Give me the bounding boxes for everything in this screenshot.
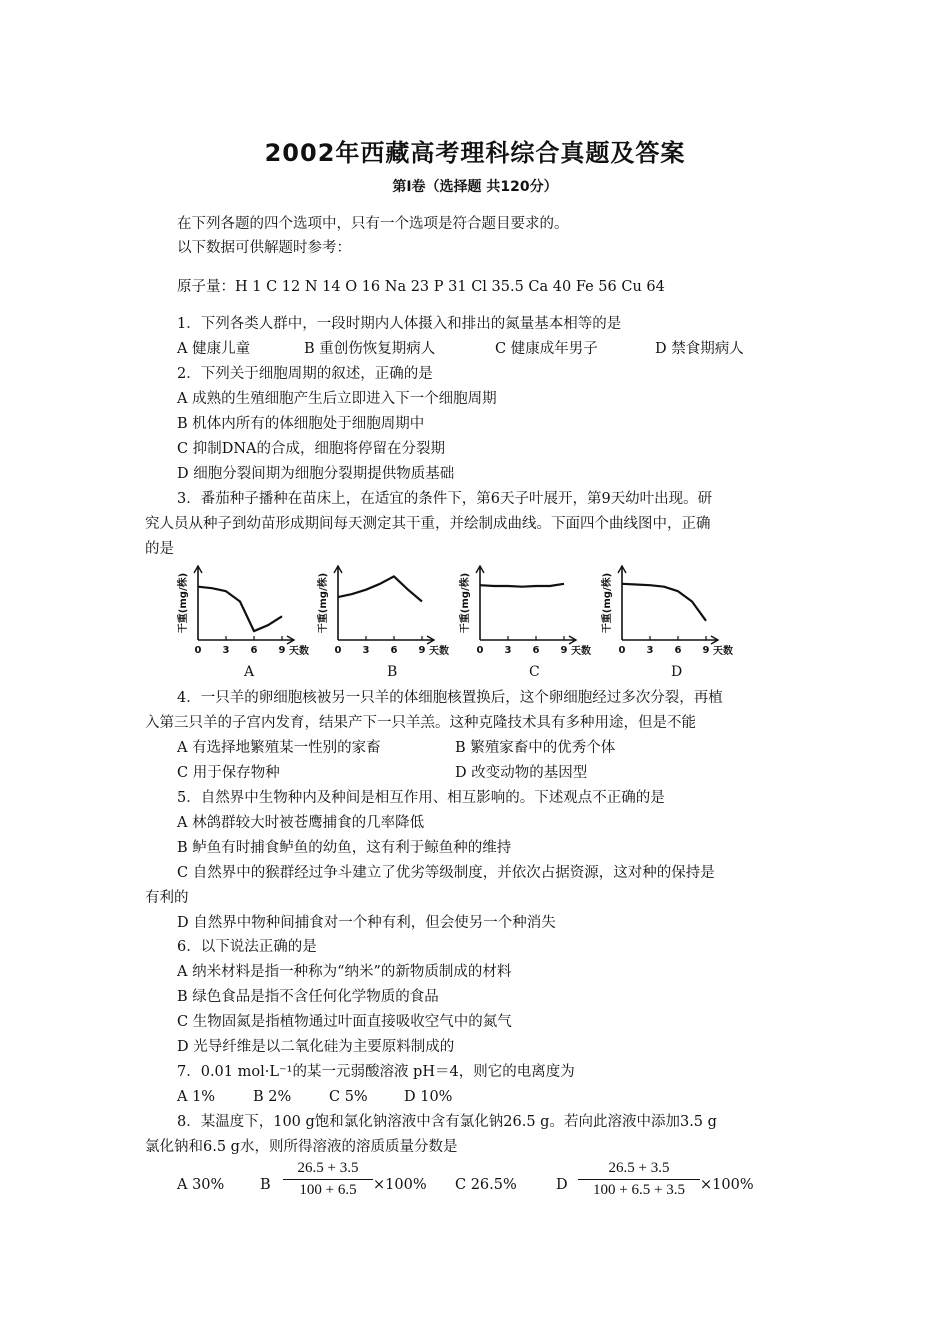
q2-stem: 2．下列关于细胞周期的叙述，正确的是 bbox=[177, 366, 433, 382]
x-tick-label: 6 bbox=[250, 645, 258, 656]
graph-caption-a: A bbox=[244, 664, 255, 680]
q5-option-a: A 林鸽群较大时被苍鹰捕食的几率降低 bbox=[177, 815, 425, 831]
x-tick-label: 9 bbox=[418, 645, 426, 656]
q3-stem-line-2: 究人员从种子到幼苗形成期间每天测定其干重，并绘制成曲线。下面四个曲线图中，正确 bbox=[145, 516, 711, 532]
q3-stem-line-3: 的是 bbox=[145, 541, 174, 557]
graph-b bbox=[316, 566, 449, 657]
q1-option-d: D 禁食期病人 bbox=[655, 341, 744, 357]
graph-d bbox=[600, 566, 733, 657]
q2-option-c: C 抑制DNA的合成，细胞将停留在分裂期 bbox=[177, 441, 445, 457]
q8-option-b-tail: ×100% bbox=[373, 1177, 427, 1193]
x-tick-label: 0 bbox=[476, 645, 484, 656]
y-axis-label: 干重(mg/株) bbox=[178, 572, 189, 634]
q7-option-c: C 5% bbox=[329, 1089, 368, 1105]
q5-option-b: B 鲈鱼有时捕食鲈鱼的幼鱼，这有利于鲸鱼种的维持 bbox=[177, 840, 512, 856]
dry-weight-curve bbox=[198, 587, 282, 631]
section-subtitle: 第I卷（选择题 共120分） bbox=[392, 179, 558, 195]
dry-weight-curve bbox=[338, 576, 422, 601]
q8-option-b-denominator: 100 + 6.5 bbox=[283, 1179, 373, 1199]
q4-option-d: D 改变动物的基因型 bbox=[455, 765, 588, 781]
x-axis-label: 天数 bbox=[713, 646, 733, 657]
x-tick-label: 0 bbox=[194, 645, 202, 656]
graph-caption-d: D bbox=[671, 664, 683, 680]
q8-option-c: C 26.5% bbox=[455, 1177, 517, 1193]
q2-option-d: D 细胞分裂间期为细胞分裂期提供物质基础 bbox=[177, 466, 455, 482]
q3-graphs bbox=[170, 560, 770, 670]
x-tick-label: 0 bbox=[618, 645, 626, 656]
x-axis-label: 天数 bbox=[429, 646, 449, 657]
q8-option-b-numerator: 26.5 + 3.5 bbox=[297, 1160, 359, 1176]
x-tick-label: 3 bbox=[504, 645, 512, 656]
q3-stem-line-1: 3．番茄种子播种在苗床上，在适宜的条件下，第6天子叶展开，第9天幼叶出现。研 bbox=[177, 491, 713, 507]
x-tick-label: 3 bbox=[222, 645, 230, 656]
x-tick-label: 9 bbox=[278, 645, 286, 656]
x-tick-label: 6 bbox=[674, 645, 682, 656]
q8-option-d-fraction bbox=[578, 1160, 700, 1199]
x-tick-label: 6 bbox=[390, 645, 398, 656]
q7-option-d: D 10% bbox=[404, 1089, 453, 1105]
dry-weight-curve bbox=[622, 584, 706, 621]
q1-option-c: C 健康成年男子 bbox=[495, 341, 598, 357]
q8-option-d-numerator: 26.5 + 3.5 bbox=[608, 1160, 670, 1176]
q5-option-c-cont: 有利的 bbox=[145, 890, 189, 906]
q2-option-b: B 机体内所有的体细胞处于细胞周期中 bbox=[177, 416, 425, 432]
q7-option-a: A 1% bbox=[177, 1089, 216, 1105]
q8-option-d-label: D bbox=[556, 1177, 568, 1193]
q8-option-b-fraction bbox=[283, 1160, 373, 1199]
y-axis-label: 干重(mg/株) bbox=[602, 572, 613, 634]
q8-option-a: A 30% bbox=[177, 1177, 225, 1193]
q5-stem: 5．自然界中生物种内及种间是相互作用、相互影响的。下述观点不正确的是 bbox=[177, 790, 665, 806]
q4-option-c: C 用于保存物种 bbox=[177, 765, 280, 781]
x-tick-label: 3 bbox=[362, 645, 370, 656]
graph-c bbox=[458, 566, 591, 657]
q7-option-b: B 2% bbox=[253, 1089, 292, 1105]
x-tick-label: 9 bbox=[560, 645, 568, 656]
graph-caption-b: B bbox=[387, 664, 398, 680]
q8-option-d-denominator: 100 + 6.5 + 3.5 bbox=[578, 1179, 700, 1199]
y-axis-label: 干重(mg/株) bbox=[318, 572, 329, 634]
q6-stem: 6．以下说法正确的是 bbox=[177, 939, 317, 955]
x-tick-label: 6 bbox=[532, 645, 540, 656]
intro-line-1: 在下列各题的四个选项中，只有一个选项是符合题目要求的。 bbox=[177, 216, 569, 232]
intro-line-2: 以下数据可供解题时参考： bbox=[177, 240, 351, 256]
atomic-mass-line: 原子量：H 1 C 12 N 14 O 16 Na 23 P 31 Cl 35.5 Ca 40 Fe 56 Cu 64 bbox=[177, 279, 665, 295]
dry-weight-curve bbox=[480, 584, 564, 587]
q4-stem-line-1: 4．一只羊的卵细胞核被另一只羊的体细胞核置换后，这个卵细胞经过多次分裂，再植 bbox=[177, 690, 723, 706]
q8-stem-line-1: 8．某温度下，100 g饱和氯化钠溶液中含有氯化钠26.5 g。若向此溶液中添加3.5 g bbox=[177, 1114, 717, 1130]
q8-option-b-label: B bbox=[260, 1177, 271, 1193]
q2-option-a: A 成熟的生殖细胞产生后立即进入下一个细胞周期 bbox=[177, 391, 497, 407]
graph-a bbox=[176, 566, 309, 657]
q6-option-d: D 光导纤维是以二氧化硅为主要原料制成的 bbox=[177, 1039, 455, 1055]
q6-option-a: A 纳米材料是指一种称为“纳米”的新物质制成的材料 bbox=[177, 964, 512, 980]
q8-stem-line-2: 氯化钠和6.5 g水，则所得溶液的溶质质量分数是 bbox=[145, 1139, 458, 1155]
graph-caption-c: C bbox=[529, 664, 540, 680]
q4-stem-line-2: 入第三只羊的子宫内发育，结果产下一只羊羔。这种克隆技术具有多种用途，但是不能 bbox=[145, 715, 696, 731]
q5-option-d: D 自然界中物种间捕食对一个种有利，但会使另一个种消失 bbox=[177, 915, 556, 931]
x-axis-label: 天数 bbox=[289, 646, 309, 657]
q4-option-b: B 繁殖家畜中的优秀个体 bbox=[455, 740, 616, 756]
x-tick-label: 0 bbox=[334, 645, 342, 656]
y-axis-label: 干重(mg/株) bbox=[460, 572, 471, 634]
page-title: 2002年西藏高考理科综合真题及答案 bbox=[264, 139, 686, 167]
q5-option-c: C 自然界中的猴群经过争斗建立了优劣等级制度，并依次占据资源，这对种的保持是 bbox=[177, 865, 715, 881]
q1-option-a: A 健康儿童 bbox=[177, 341, 251, 357]
q8-option-d-tail: ×100% bbox=[700, 1177, 754, 1193]
q1-stem: 1．下列各类人群中，一段时期内人体摄入和排出的氮量基本相等的是 bbox=[177, 316, 622, 332]
q7-stem: 7．0.01 mol·L⁻¹的某一元弱酸溶液 pH＝4，则它的电离度为 bbox=[177, 1064, 575, 1080]
q4-option-a: A 有选择地繁殖某一性别的家畜 bbox=[177, 740, 381, 756]
x-tick-label: 3 bbox=[646, 645, 654, 656]
q6-option-b: B 绿色食品是指不含任何化学物质的食品 bbox=[177, 989, 439, 1005]
x-axis-label: 天数 bbox=[571, 646, 591, 657]
q6-option-c: C 生物固氮是指植物通过叶面直接吸收空气中的氮气 bbox=[177, 1014, 512, 1030]
q1-option-b: B 重创伤恢复期病人 bbox=[304, 341, 436, 357]
x-tick-label: 9 bbox=[702, 645, 710, 656]
